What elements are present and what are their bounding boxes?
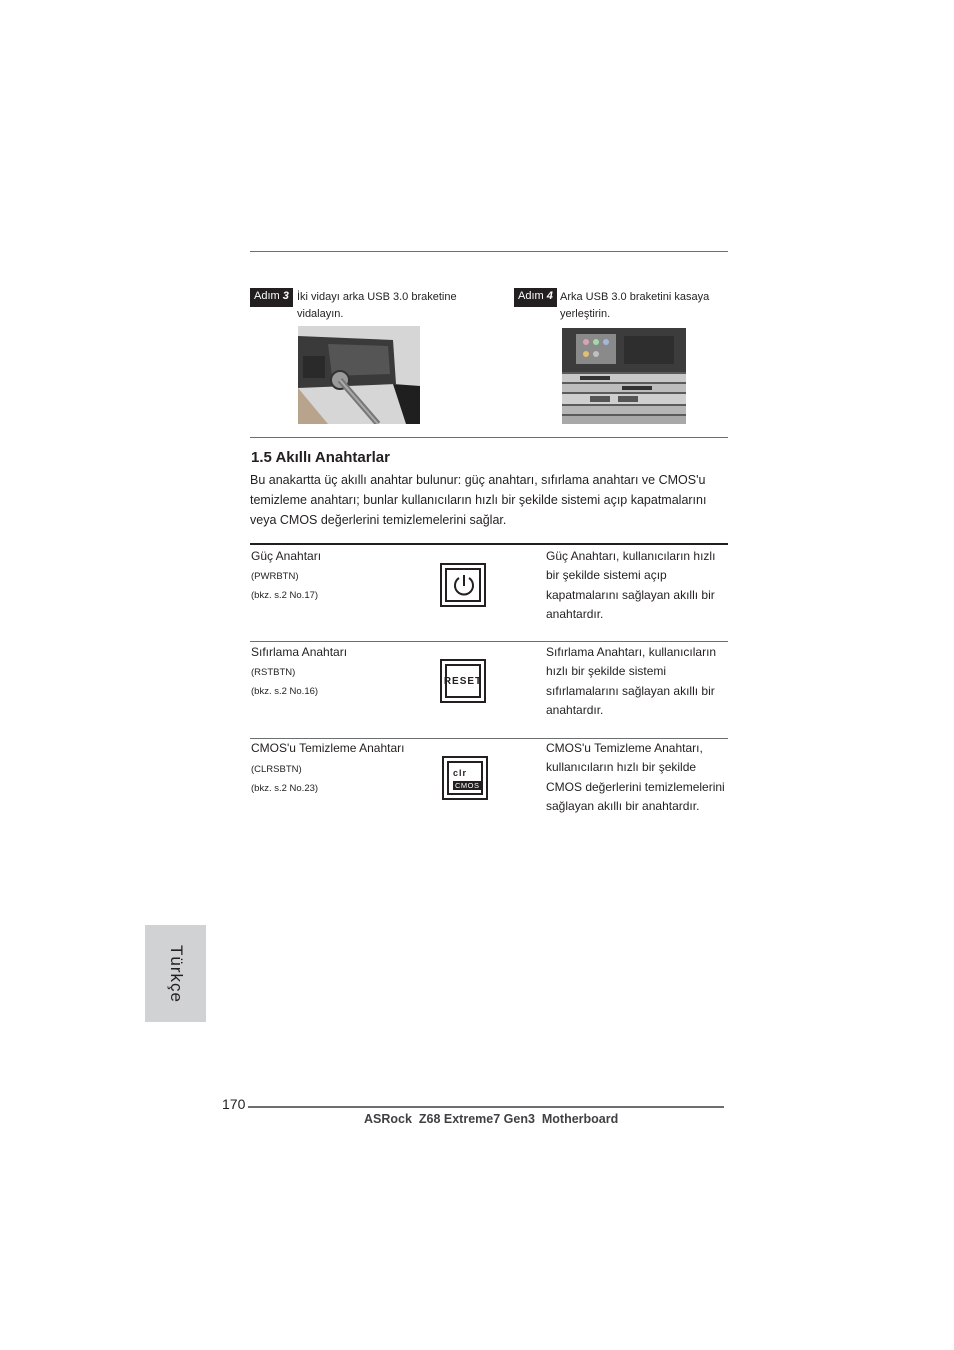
footer-product: ASRock Z68 Extreme7 Gen3 Motherboard xyxy=(364,1112,619,1126)
power-switch-name: Güç Anahtarı xyxy=(251,549,322,563)
power-icon xyxy=(440,563,486,607)
clr-cmos-switch-ref: (bkz. s.2 No.23) xyxy=(251,783,319,794)
clr-cmos-icon xyxy=(442,756,488,800)
section-rule xyxy=(250,437,728,438)
step-4-badge-number: 4 xyxy=(546,290,553,302)
section-intro: Bu anakartta üç akıllı anahtar bulunur: güç anahtarı, sıfırlama anahtarı ve CMOS'u temizleme anahtarı; bunlar kullanıcıların hızlı bir şekilde sistemi açıp kapatmalarını veya CMOS değerlerini temizlemelerini sağlar. xyxy=(250,473,707,527)
section-title: 1.5 Akıllı Anahtarlar xyxy=(251,449,390,466)
reset-switch-code: (RSTBTN) xyxy=(251,667,296,678)
footer-rule xyxy=(248,1106,724,1108)
clr-cmos-icon-bottom-label: CMOS xyxy=(455,781,480,790)
language-side-tab xyxy=(145,925,206,1022)
step-4-text: Arka USB 3.0 braketini kasaya yerleştirin. xyxy=(560,291,710,320)
step-4-badge xyxy=(514,288,557,307)
row-rule-1 xyxy=(250,641,728,642)
table-top-rule xyxy=(250,543,728,545)
language-side-tab-label: Türkçe xyxy=(166,944,186,1003)
step-4-badge-word: Adım xyxy=(518,290,544,302)
reset-icon-label: RESET xyxy=(443,675,483,687)
power-switch-ref: (bkz. s.2 No.17) xyxy=(251,590,319,601)
step-4-photo xyxy=(562,328,686,424)
reset-icon xyxy=(440,659,486,703)
step-3-text: İki vidayı arka USB 3.0 braketine vidalayın. xyxy=(297,291,457,320)
step-3-badge xyxy=(250,288,293,307)
step-3-badge-number: 3 xyxy=(282,290,289,302)
step-3-badge-word: Adım xyxy=(254,290,280,302)
clr-cmos-switch-name: CMOS'u Temizleme Anahtarı xyxy=(251,741,405,755)
clr-cmos-switch-description: CMOS'u Temizleme Anahtarı, kullanıcıların hızlı bir şekilde CMOS değerlerini temizlemelerini sağlayan akıllı bir anahtardır. xyxy=(546,741,725,813)
clr-cmos-switch-code: (CLRSBTN) xyxy=(251,764,302,775)
reset-switch-ref: (bkz. s.2 No.16) xyxy=(251,686,319,697)
power-switch-code: (PWRBTN) xyxy=(251,571,299,582)
step-3-photo xyxy=(298,326,420,424)
page-number: 170 xyxy=(222,1096,246,1112)
header-rule xyxy=(250,251,728,252)
clr-cmos-icon-top-label: clr xyxy=(453,768,468,778)
reset-switch-name: Sıfırlama Anahtarı xyxy=(251,645,348,659)
power-switch-description: Güç Anahtarı, kullanıcıların hızlı bir şekilde sistemi açıp kapatmalarını sağlayan akıllı bir anahtardır. xyxy=(546,549,716,621)
reset-switch-description: Sıfırlama Anahtarı, kullanıcıların hızlı bir şekilde sistemi sıfırlamalarını sağlayan akıllı bir anahtardır. xyxy=(546,645,717,717)
